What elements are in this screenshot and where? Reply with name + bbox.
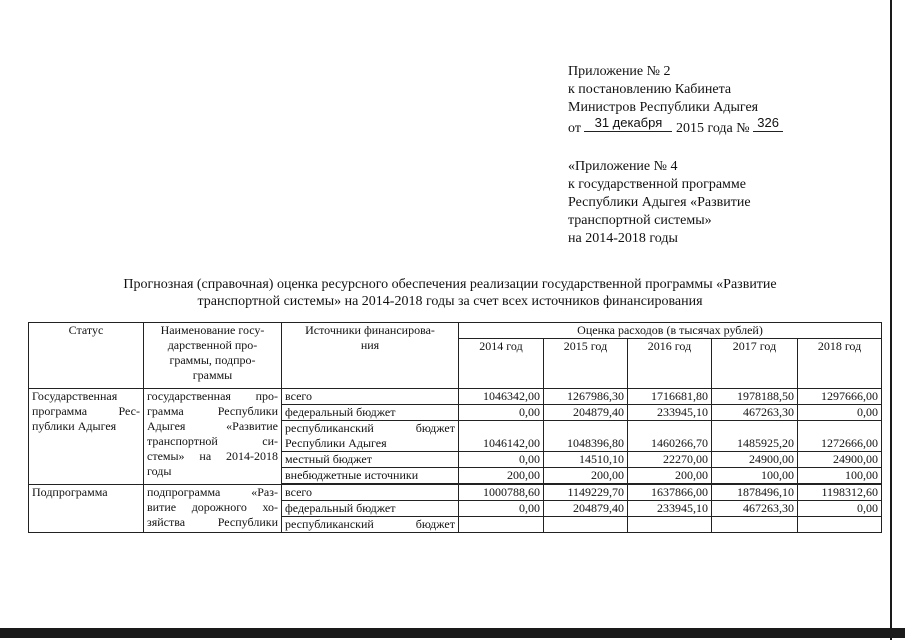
value-cell: 100,00 xyxy=(798,468,882,484)
program-name-line: витие дорожного хо- xyxy=(147,500,278,514)
header-year: 2015 год xyxy=(544,339,628,389)
value-cell: 1637866,00 xyxy=(628,485,712,501)
header-status xyxy=(29,323,144,389)
program-name-line: зяйства Республики xyxy=(147,515,278,529)
source-cell: внебюджетные источники xyxy=(282,468,459,484)
value-cell: 1267986,30 xyxy=(544,389,628,405)
value-cell: 1149229,70 xyxy=(544,485,628,501)
value-cell: 24900,00 xyxy=(712,452,798,468)
value-cell: 0,00 xyxy=(459,452,544,468)
header-status-text: Статус xyxy=(68,323,104,337)
table-header-row xyxy=(29,323,882,339)
appendix-line: к государственной программе xyxy=(568,177,746,192)
table-row xyxy=(29,389,882,405)
date-fill-field xyxy=(584,117,672,132)
source-cell xyxy=(282,421,459,452)
value-cell: 200,00 xyxy=(544,468,628,484)
program-name-line: государственная про- xyxy=(147,389,278,403)
value-cell: 233945,10 xyxy=(628,501,712,517)
status-line: Государственная xyxy=(32,389,118,403)
source-cell: федеральный бюджет xyxy=(282,501,459,517)
appendix-header-program xyxy=(568,158,751,248)
program-name-cell xyxy=(144,485,282,533)
program-name-line: подпрограмма «Раз- xyxy=(147,485,278,499)
value-cell: 1198312,60 xyxy=(798,485,882,501)
source-line: Республики Адыгея xyxy=(285,436,387,450)
value-cell: 1978188,50 xyxy=(712,389,798,405)
value-cell: 1297666,00 xyxy=(798,389,882,405)
header-sources-line: Источники финансирова- xyxy=(305,323,435,337)
status-line: публики Адыгея xyxy=(32,419,117,433)
value-cell: 467263,30 xyxy=(712,501,798,517)
appendix-header-decree xyxy=(568,63,783,138)
appendix-line: Приложение № 2 xyxy=(568,64,671,79)
value-cell: 1000788,60 xyxy=(459,485,544,501)
status-line: программа Рес- xyxy=(32,404,140,418)
value-cell: 22270,00 xyxy=(628,452,712,468)
value-cell: 1048396,80 xyxy=(544,421,628,452)
value-cell: 100,00 xyxy=(712,468,798,484)
value-cell xyxy=(628,517,712,533)
header-year: 2016 год xyxy=(628,339,712,389)
appendix-line: к постановлению Кабинета xyxy=(568,82,732,97)
value-cell: 14510,10 xyxy=(544,452,628,468)
source-cell: республиканский бюджет xyxy=(282,517,459,533)
source-cell: всего xyxy=(282,485,459,501)
appendix-line: на 2014-2018 годы xyxy=(568,231,678,246)
value-cell: 1046142,00 xyxy=(459,421,544,452)
header-name-line: граммы, подпро- xyxy=(169,353,256,367)
source-line: республиканский бюджет xyxy=(285,421,455,435)
header-sources-line: ния xyxy=(360,338,380,352)
number-fill-field xyxy=(753,117,783,132)
value-cell: 233945,10 xyxy=(628,405,712,421)
header-name-line: Наименование госу- xyxy=(160,323,265,337)
decree-date-line xyxy=(568,117,783,138)
header-name-line: граммы xyxy=(192,368,233,382)
value-cell xyxy=(544,517,628,533)
table-row xyxy=(29,485,882,501)
document-title xyxy=(60,276,840,310)
year-text: 2015 года № xyxy=(675,121,750,136)
header-name xyxy=(144,323,282,389)
value-cell xyxy=(798,517,882,533)
status-cell xyxy=(29,485,144,533)
resource-table xyxy=(28,322,882,533)
from-word: от xyxy=(568,121,581,136)
value-cell xyxy=(459,517,544,533)
program-name-line: годы xyxy=(147,464,172,478)
header-name-line: дарственной про- xyxy=(167,338,258,352)
date-value: 31 декабря xyxy=(594,115,663,130)
value-cell: 1485925,20 xyxy=(712,421,798,452)
value-cell: 0,00 xyxy=(798,501,882,517)
source-cell: всего xyxy=(282,389,459,405)
scan-border-right xyxy=(890,0,892,640)
source-cell: федеральный бюджет xyxy=(282,405,459,421)
value-cell: 0,00 xyxy=(459,501,544,517)
value-cell: 1716681,80 xyxy=(628,389,712,405)
status-cell xyxy=(29,389,144,485)
header-year: 2014 год xyxy=(459,339,544,389)
appendix-line: транспортной системы» xyxy=(568,213,712,228)
value-cell: 200,00 xyxy=(628,468,712,484)
value-cell: 1878496,10 xyxy=(712,485,798,501)
value-cell: 1272666,00 xyxy=(798,421,882,452)
scan-border-bottom xyxy=(0,628,905,638)
value-cell: 24900,00 xyxy=(798,452,882,468)
program-name-line: грамма Республики xyxy=(147,404,278,418)
status-line: Подпрограмма xyxy=(32,485,108,499)
value-cell xyxy=(712,517,798,533)
value-cell: 200,00 xyxy=(459,468,544,484)
header-estimate: Оценка расходов (в тысячах рублей) xyxy=(459,323,882,339)
title-line: транспортной системы» на 2014-2018 годы за счет всех источников финансирования xyxy=(197,294,703,309)
appendix-line: Министров Республики Адыгея xyxy=(568,100,759,115)
value-cell: 0,00 xyxy=(459,405,544,421)
header-year: 2017 год xyxy=(712,339,798,389)
program-name-line: стемы» на 2014-2018 xyxy=(147,449,278,463)
program-name-line: транспортной си- xyxy=(147,434,278,448)
header-sources xyxy=(282,323,459,389)
decree-number: 326 xyxy=(757,115,779,130)
header-year: 2018 год xyxy=(798,339,882,389)
appendix-line: «Приложение № 4 xyxy=(568,159,678,174)
value-cell: 204879,40 xyxy=(544,501,628,517)
program-name-line: Адыгея «Развитие xyxy=(147,419,278,433)
program-name-cell xyxy=(144,389,282,485)
value-cell: 0,00 xyxy=(798,405,882,421)
value-cell: 1460266,70 xyxy=(628,421,712,452)
appendix-line: Республики Адыгея «Развитие xyxy=(568,195,751,210)
value-cell: 204879,40 xyxy=(544,405,628,421)
value-cell: 467263,30 xyxy=(712,405,798,421)
title-line: Прогнозная (справочная) оценка ресурсного обеспечения реализации государственной программы «Развитие xyxy=(123,277,777,292)
source-cell: местный бюджет xyxy=(282,452,459,468)
value-cell: 1046342,00 xyxy=(459,389,544,405)
